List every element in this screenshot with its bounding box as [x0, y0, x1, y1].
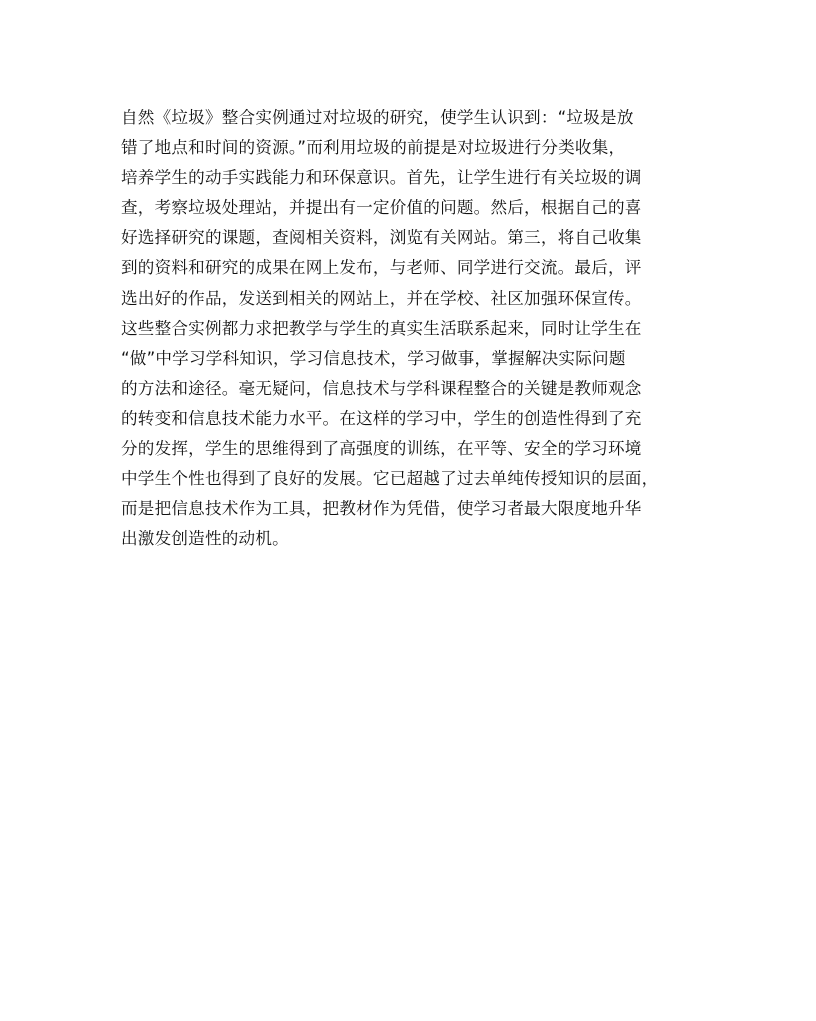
- text-line-2: 错了地点和时间的资源。”而利用垃圾的前提是对垃圾进行分类收集，: [121, 138, 626, 158]
- text-line-3: 培养学生的动手实践能力和环保意识。首先，让学生进行有关垃圾的调: [121, 168, 642, 188]
- text-line-15: 出激发创造性的动机。: [121, 529, 289, 549]
- text-line-7: 选出好的作品，发送到相关的网站上，并在学校、社区加强环保宣传。: [121, 288, 642, 308]
- text-line-10: 的方法和途径。毫无疑问，信息技术与学科课程整合的关键是教师观念: [121, 378, 642, 398]
- text-line-8: 这些整合实例都力求把教学与学生的真实生活联系起来，同时让学生在: [121, 318, 642, 338]
- text-line-13: 中学生个性也得到了良好的发展。它已超越了过去单纯传授知识的层面，: [121, 469, 659, 489]
- text-line-4: 查，考察垃圾处理站，并提出有一定价值的问题。然后，根据自己的喜: [121, 198, 642, 218]
- body-paragraph: [121, 103, 701, 554]
- text-line-1: 自然《垃圾》整合实例通过对垃圾的研究，使学生认识到：“垃圾是放: [121, 108, 634, 127]
- text-line-6: 到的资料和研究的成果在网上发布，与老师、同学进行交流。最后，评: [121, 258, 642, 278]
- text-line-11: 的转变和信息技术能力水平。在这样的学习中，学生的创造性得到了充: [121, 408, 642, 428]
- text-line-5: 好选择研究的课题，查阅相关资料，浏览有关网站。第三，将自己收集: [121, 228, 642, 248]
- text-line-12: 分的发挥，学生的思维得到了高强度的训练，在平等、安全的学习环境: [121, 439, 642, 459]
- text-line-9: “做”中学习学科知识，学习信息技术，学习做事，掌握解决实际问题: [121, 348, 626, 368]
- text-line-14: 而是把信息技术作为工具，把教材作为凭借，使学习者最大限度地升华: [121, 499, 642, 519]
